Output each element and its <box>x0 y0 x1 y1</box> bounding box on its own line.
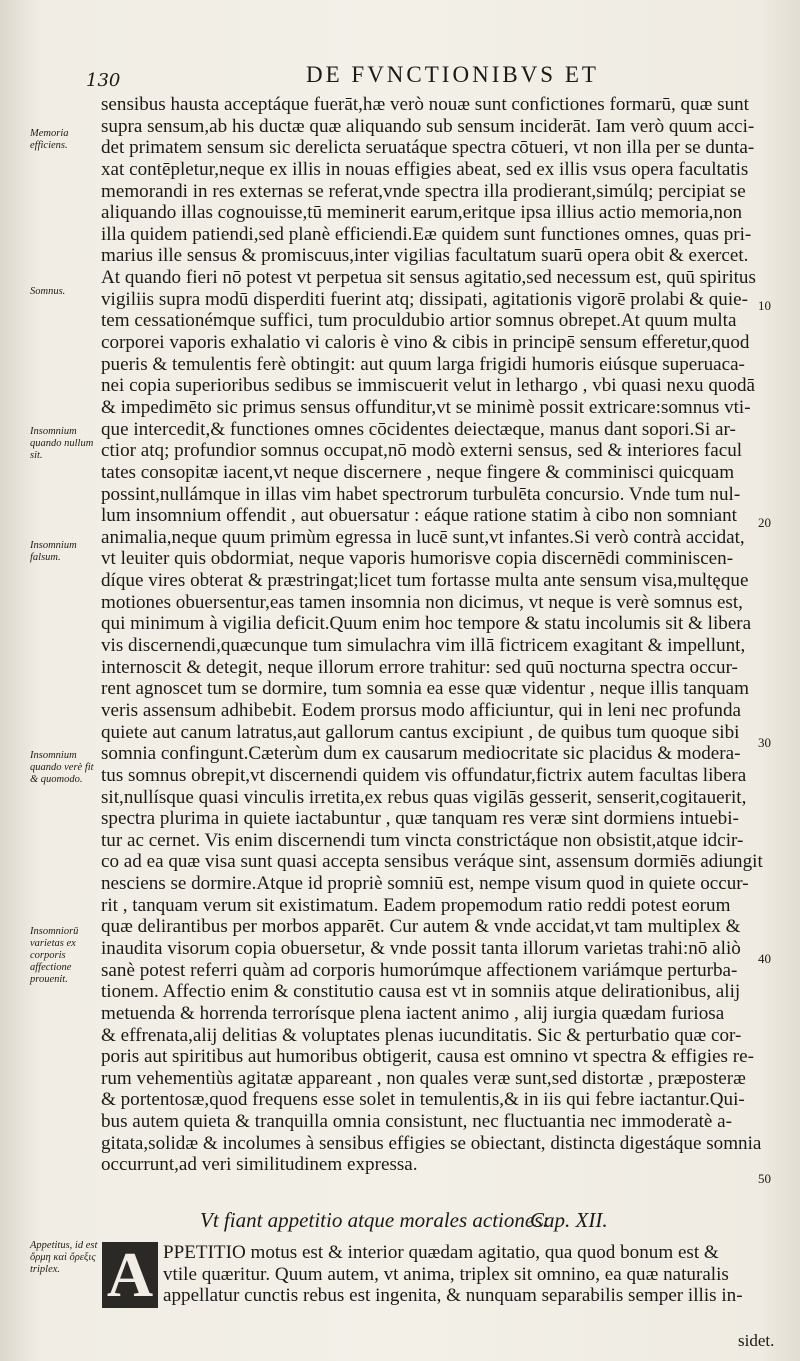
text-line: tur ac cernet. Vis enim discernendi tum vincta constrictáque non obsistit,atque idcir- <box>101 829 744 851</box>
margin-note-insomniorum-varietas: Insomniorū varietas ex corporis affectione prouenit. <box>30 926 79 985</box>
text-line: qui minimum à vigilia deficit.Quum enim hoc tempore & statu incolumis sit & libera <box>101 613 752 635</box>
text-line: & portentosæ,quod frequens esse solet in temulentis,& in iis qui febre iactantur.Qui- <box>101 1089 745 1111</box>
margin-note-insomnium-quando: Insomnium quando verè fit & quomodo. <box>30 750 94 785</box>
text-line: co ad ea quæ visa sunt quasi accepta sensibus veráque sint, assensum dormiēs adiungit <box>101 851 763 873</box>
text-line: gitata,solidæ & incolumes à sensibus effigies se obiectant, distincta digestáque somnia <box>101 1132 762 1154</box>
line-marker-50: 50 <box>758 1171 771 1186</box>
text-line: aliquando illas cognouisse,tū meminerit earum,eritque ipsa illius actio memoria,non <box>101 202 743 224</box>
chapter-line: PPETITIO motus est & interior quædam agitatio, qua quod bonum est & <box>163 1242 719 1263</box>
text-line: tus somnus obrepit,vt discernendi quidem vis offundatur,fictrix autem facultas libera <box>101 764 747 786</box>
text-line: memorandi in res externas se referat,vnde spectra illa prodierant,simúlq; percipiat se <box>101 180 746 202</box>
text-line: spectra plurima in quiete iactabuntur , quæ tanquam res veræ sint dormiens intuebi- <box>101 808 739 830</box>
text-line: corporei vaporis exhalatio vi caloris è vino & cibis in principē sensum efferetur,quod <box>101 332 750 354</box>
text-line: ctior atq; profundior somnus occupat,nō modò externi sensus, sed & interiores facul <box>101 440 743 462</box>
text-line: veris assensum adhibebit. Eodem prorsus modo afficiuntur, qui in leni nec profunda <box>101 699 741 721</box>
text-line: nesciens se dormire.Atque id propriè somniū est, nempe visum quod in quiete occur- <box>101 873 749 895</box>
page-number: 130 <box>86 70 121 91</box>
chapter-line: appellatur cunctis rebus est ingenita, & nunquam separabilis semper illis in- <box>163 1285 743 1307</box>
chapter-opening-lines <box>163 1242 769 1307</box>
text-line: rum vehementiùs agitatæ appareant , non quales veræ sunt,sed distortæ , præposteræ <box>101 1067 746 1089</box>
chapter-number: Cap. XII. <box>530 1208 608 1232</box>
text-line: poris aut spiritibus aut humoribus obtigerit, causa est omnino vt spectra & effigies re- <box>101 1046 754 1068</box>
text-line: somnia confingunt.Cæterùm dum ex causarum mediocritate sic placidus & modera- <box>101 743 741 765</box>
text-line: sit,nullísque quasi vinculis irretita,ex rebus quas vigilās gesserit, senserit,cogitauerit, <box>101 786 747 808</box>
margin-note-insomnium-nullum: Insomnium quando nullum sit. <box>30 426 94 461</box>
chapter-title: Vt fiant appetitio atque morales actiones: <box>200 1208 550 1232</box>
line-marker-20: 20 <box>758 515 771 530</box>
catchword: sidet. <box>738 1331 775 1350</box>
text-line: díque vires obterat & præstringat;licet tum fortasse multa ante sensum visa,multęque <box>101 570 749 592</box>
text-line: internoscit & detegit, neque illorum errore trahitur: sed quū nocturna spectra occur- <box>101 656 738 678</box>
text-line: motiones obuersentur,eas tamen insomnia non dicimus, vt neque is verè somnus est, <box>101 591 743 613</box>
line-marker-30: 30 <box>758 735 771 750</box>
text-line: At quando fieri nō potest vt perpetua sit sensus agitatio,sed necessum est, quū spiritus <box>101 267 756 289</box>
text-line: tem cessationémque suffici, tum proculdubio artior somnus obrepet.At quum multa <box>101 310 737 332</box>
margin-note-appetitus: Appetitus, id est ὄρμη καὶ ὄρεξις triplex. <box>30 1240 98 1275</box>
text-line: rent agnoscet tum se dormire, tum somnia ea esse quæ videntur , neque illis tanquam <box>101 678 749 700</box>
text-line: tionem. Affectio enim & constitutio causa est vt in somniis atque delirationibus, alij <box>101 981 741 1003</box>
text-line: animalia,neque quum primùm egressa in lucē sunt,vt infantes.Si verò contrà accidat, <box>101 526 745 548</box>
text-line: pueris & temulentis ferè obtingit: aut quum larga frigidi humoris eiúsque superuaca- <box>101 353 745 375</box>
text-line: occurrunt,ad veri similitudinem expressa. <box>101 1154 418 1176</box>
text-line: vt leuiter quis obdormiat, neque vaporis humorisve copia discernēdi comminiscen- <box>101 548 734 570</box>
text-line: possint,nullámque in illas vim habet spectrorum turbulēta concursio. Vnde tum nul- <box>101 483 741 505</box>
text-line: supra sensum,ab his ductæ quæ aliquando sub sensum inciderāt. Iam verò quum acci- <box>101 115 755 137</box>
text-line: illa quidem patiendi,sed planè efficiendi.Eæ quidem sunt functiones omnes, quas pri- <box>101 223 752 245</box>
text-line: quæ delirantibus per morbos apparēt. Cur autem & vnde accidat,vt tam multiplex & <box>101 916 741 938</box>
text-line: xat contēpletur,neque ex illis in nouas effigies abeat, sed ex illis vsus opera facultatis <box>101 158 749 180</box>
margin-note-somnus: Somnus. <box>30 286 66 297</box>
text-line: marius ille sensus & promiscuus,inter vigilias facultatum suarū opera obit & exercet. <box>101 245 749 267</box>
chapter-line: vtile quæritur. Quum autem, vt anima, triplex sit omnino, ea quæ naturalis <box>163 1263 729 1285</box>
text-line: rit , tanquam verum sit existimatum. Eadem propemodum ratio reddi potest eorum <box>101 894 731 916</box>
text-line: que intercedit,& functiones omnes cōcidentes deiectæque, manus dant sopori.Si ar- <box>101 418 736 440</box>
chapter-heading <box>200 1208 760 1233</box>
drop-cap-letter: A <box>102 1242 158 1308</box>
text-line: quiete aut canum latratus,aut gallorum cantus excipiunt , de quibus tum quoque sibi <box>101 721 740 743</box>
text-line: tates consopitæ iacent,vt neque discernere , neque fingere & comminisci quicquam <box>101 461 735 483</box>
text-line: & impedimēto sic primus sensus offunditur,vt se minimè possit extricare:somnus vti- <box>101 396 751 418</box>
running-title: DE FVNCTIONIBVS ET <box>306 62 599 87</box>
text-line: bus autem quieta & tranquilla omnia consistunt, nec fluctuantia nec immoderatè a- <box>101 1111 732 1133</box>
main-text-block <box>101 94 771 1176</box>
text-line: sanè potest referri quàm ad corporis humorúmque affectionem variámque perturba- <box>101 959 738 981</box>
text-line: sensibus hausta acceptáque fuerāt,hæ verò nouæ sunt confictiones formarū, quæ sunt <box>101 94 749 115</box>
text-line: metuenda & horrenda terrorísque plena iactent animo , alij iurgia quædam furiosa <box>101 1002 725 1024</box>
margin-note-memoria: Memoria efficiens. <box>30 128 69 151</box>
text-line: lum insomnium offendit , aut obuersatur : eáque ratione statim à cibo non somniant <box>101 505 737 527</box>
line-marker-10: 10 <box>758 298 771 313</box>
text-line: nei copia superioribus sedibus se immiscuerit velut in lethargo , vbi quasi nexu quodā <box>101 375 756 397</box>
text-line: det primatem sensum sic derelicta seruatáque spectra cōtueri, vt non illa per se dunta- <box>101 137 755 159</box>
text-line: inaudita visorum copia obuersetur, & vnde possit tanta illorum varietas trahi:nō aliò <box>101 937 741 959</box>
text-line: & effrenata,alij delitias & voluptates plenas iucunditatis. Sic & perturbatio quæ cor- <box>101 1024 742 1046</box>
margin-note-insomnium-falsum: Insomnium falsum. <box>30 540 77 563</box>
text-line: vis discernendi,quæcunque tum simulachra vim illā fictricem exagitant & impellunt, <box>101 635 746 657</box>
text-line: vigiliis supra modū disperditi fuerint atq; dissipati, agitationis vigorē prolabi & quie- <box>101 288 748 310</box>
line-marker-40: 40 <box>758 951 771 966</box>
